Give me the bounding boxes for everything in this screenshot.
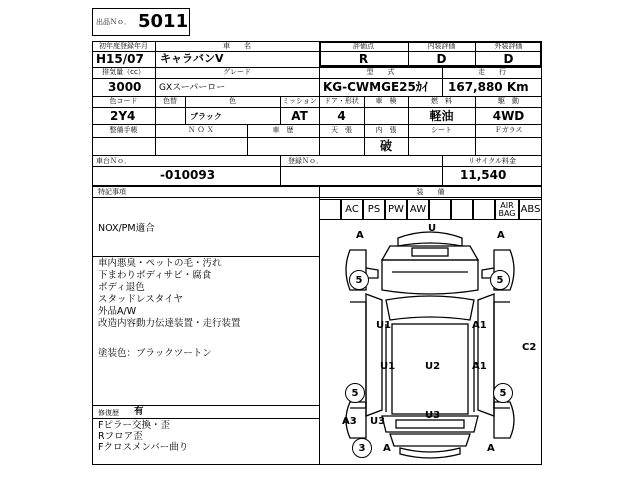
- tire-tread-front-left: 5: [349, 270, 369, 290]
- damage-mark-left-rear-quarter: A3: [342, 416, 357, 427]
- exterior-grade: D: [503, 52, 514, 66]
- inspection-label: 車 検: [375, 97, 397, 105]
- equipment-cell: [341, 199, 363, 220]
- damage-mark-left-rear-panel: U3: [370, 416, 386, 427]
- equipment-cell: [495, 199, 519, 220]
- damage-mark-left-rear-door: U1: [380, 361, 396, 372]
- damage-mark-rear-right: A: [487, 443, 495, 454]
- year-label: 初年度登録年月: [99, 42, 148, 50]
- maintenance-record-label: 整備手帳: [109, 126, 138, 134]
- notes-label: 特記事項: [98, 188, 126, 196]
- note-line: Fクロスメンバー曲り: [98, 442, 189, 453]
- paint-note: 塗装色：ブラックツートン: [98, 348, 212, 359]
- transmission: AT: [291, 109, 308, 123]
- nox-compliance: NOX/PM適合: [98, 223, 155, 234]
- equipment-label-item: AC: [345, 204, 359, 215]
- tire-tread-rear-right: 5: [493, 383, 513, 403]
- equipment-cell: [385, 199, 407, 220]
- note-line: 改造内容動力伝達装置・走行装置: [98, 318, 241, 329]
- damage-mark-front-center: U: [428, 223, 437, 234]
- note-line: Fピラー交換・歪: [98, 420, 170, 431]
- repair-history-value: 有: [134, 406, 144, 417]
- lot-number-label: 出品Ｎｏ．: [96, 18, 131, 26]
- equipment-label-item: AW: [409, 204, 427, 215]
- equipment-row: [319, 199, 542, 220]
- exterior-grade-label: 外装評価: [494, 42, 523, 50]
- body-color: ブラック: [190, 112, 222, 121]
- equipment-label-item: PW: [388, 204, 404, 215]
- grade-label: グレード: [223, 68, 251, 76]
- fuel-label: 燃 料: [431, 97, 452, 105]
- repair-history-label: 修復歴: [98, 409, 119, 417]
- doors-label: ドア・形状: [324, 97, 359, 105]
- note-line: 外品A/W: [98, 306, 137, 317]
- mileage: 167,880 Km: [448, 80, 529, 94]
- chassis-number: -010093: [160, 168, 216, 182]
- vehicle-history-label: 車 歴: [272, 126, 294, 134]
- car-name-label: 車 名: [223, 42, 251, 50]
- equipment-label-item: PS: [367, 204, 381, 215]
- color-change-label: 色替: [163, 97, 177, 105]
- ceiling-label: 天 張: [331, 126, 352, 134]
- score-label: 評価点: [353, 42, 374, 50]
- transmission-label: ミッション: [282, 97, 317, 105]
- damage-mark-rear-gate: U3: [425, 410, 441, 421]
- recycle-fee-label: リサイクル料金: [467, 157, 517, 165]
- interior-trim-label: 内 張: [375, 126, 397, 134]
- front-glass-label: Ｆガラス: [494, 126, 523, 134]
- damage-mark-left-front-door: U1: [376, 320, 392, 331]
- tire-tread-front-right: 5: [490, 270, 510, 290]
- displacement: 3000: [108, 80, 142, 94]
- damage-mark-right-rear-door: A1: [472, 361, 487, 372]
- interior-grade: D: [436, 52, 447, 66]
- fuel: 軽油: [429, 109, 454, 123]
- color-code: 2Y4: [110, 109, 136, 123]
- equipment-cell: [407, 199, 429, 220]
- car-name: キャラバンV: [160, 52, 224, 65]
- displacement-label: 排気量（cc）: [102, 68, 145, 76]
- color-label: 色: [229, 97, 236, 105]
- chassis-number-label: 車台Ｎｏ．: [96, 157, 131, 165]
- tire-tread-rear-left: 5: [345, 383, 365, 403]
- equipment-label: 装 備: [416, 188, 445, 196]
- damage-mark-rear-left: A: [383, 443, 391, 454]
- note-line: Rフロア歪: [98, 431, 143, 442]
- equipment-label-item: AIR BAG: [498, 201, 516, 218]
- drive-label: 駆 動: [498, 97, 519, 105]
- damage-mark-front-left: A: [356, 230, 364, 241]
- nox-label: Ｎ Ｏ Ｘ: [188, 126, 214, 134]
- damage-mark-roof: U2: [425, 361, 441, 372]
- equipment-cell: [473, 199, 495, 220]
- tire-tread-spare: 3: [352, 438, 372, 458]
- interior-trim-condition: 破: [379, 139, 392, 153]
- note-line: 車内悪臭・ペットの毛・汚れ: [98, 258, 222, 269]
- first-registration: H15/07: [96, 52, 144, 66]
- grade: GXスーパーロー: [159, 83, 226, 93]
- auction-score: R: [358, 52, 369, 66]
- lot-number: 5011: [138, 11, 189, 32]
- model-code: KG-CWMGE25ｶｲ: [323, 80, 428, 94]
- note-line: 下まわりボディサビ・腐食: [98, 270, 212, 281]
- mileage-label: 走 行: [478, 68, 506, 76]
- color-code-label: 色コード: [109, 97, 138, 105]
- equipment-label-item: ABS: [520, 204, 541, 215]
- interior-grade-label: 内装評価: [427, 42, 456, 50]
- drive: 4WD: [492, 109, 525, 123]
- equipment-cell: [451, 199, 473, 220]
- equipment-cell: [519, 199, 542, 220]
- note-line: スタッドレスタイヤ: [98, 294, 184, 305]
- damage-mark-front-right: A: [497, 230, 505, 241]
- seat-label: シート: [431, 126, 452, 134]
- model-label: 型 式: [366, 68, 395, 76]
- equipment-cell: [429, 199, 451, 220]
- note-line: ボディ退色: [98, 282, 145, 293]
- damage-mark-right-front-door: A1: [472, 320, 487, 331]
- registration-number-label: 登録Ｎｏ．: [288, 157, 323, 165]
- damage-mark-right-side: C2: [522, 342, 537, 353]
- equipment-cell: [363, 199, 385, 220]
- equipment-cell: [319, 199, 341, 220]
- recycle-fee: 11,540: [460, 168, 507, 182]
- doors: 4: [337, 109, 346, 123]
